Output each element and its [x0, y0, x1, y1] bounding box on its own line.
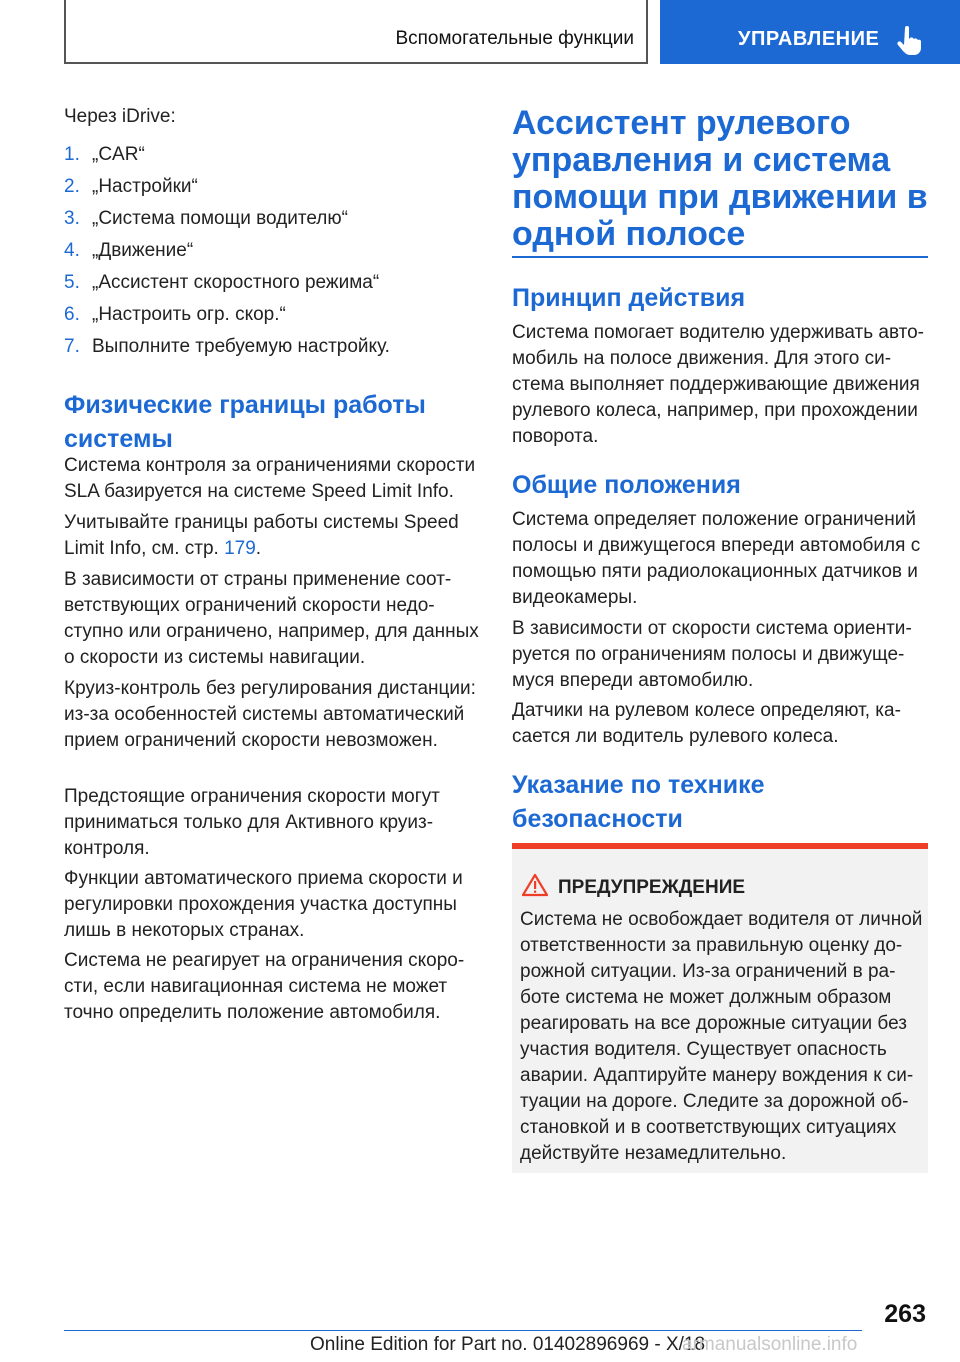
safety-heading [512, 768, 928, 836]
warning-box [512, 843, 928, 1173]
paragraph-general-3: Датчики на рулевом колесе определяют, касается ли водитель рулевого колеса. [512, 700, 901, 747]
step-number: 7. [64, 336, 80, 357]
paragraph-speed-limit-info [64, 510, 479, 562]
safety-heading-line2: безопасности [512, 805, 683, 833]
header-chapter-tab [660, 0, 960, 64]
page-title [512, 105, 928, 253]
paragraph-text: . [255, 538, 262, 559]
paragraph-country: В зависимости от страны применение соответствующих ограничений скорости недоступно или ограничено, например, для данных о скорости из системы навигации. [64, 569, 479, 668]
general-heading: Общие положения [512, 471, 741, 499]
steps-list [64, 142, 479, 366]
paragraph-general-1: Система определяет положение ограничений полосы и движущегося впереди автомобиля с помощью пяти радиолокационных датчиков и видеокамеры. [512, 509, 921, 608]
list-item [64, 174, 479, 206]
page-title-line2: управления и система [512, 141, 891, 179]
step-text: „Ассистент скоростного режима“ [92, 272, 380, 293]
step-number: 5. [64, 272, 80, 293]
page-title-line3: помощи при движении в [512, 178, 928, 216]
step-number: 2. [64, 176, 80, 197]
page-number: 263 [884, 1300, 926, 1328]
paragraph-general-2: В зависимости от скорости система ориентируется по ограничениям полосы и движущемуся впереди автомобилю. [512, 618, 912, 691]
paragraph-functions: Функции автоматического приема скорости и регулировки прохождения участка доступны лишь в некоторых странах. [64, 868, 463, 941]
step-text: „Движение“ [92, 240, 194, 261]
step-number: 4. [64, 240, 80, 261]
warning-text: Система не освобождает водителя от личной ответственности за правильную оценку дорожной ситуации. Из-за ограничений в работе система не может должным образом реагировать на все дорожные ситуации без участия водителя. Существует опасность аварии. Адаптируйте манеру вождения к ситуации на дороге. Следите за дорожной обстановкой и в соответствующих ситуациях действуйте незамедлительно. [520, 909, 923, 1164]
paragraph-text: Учитывайте границы работы системы Speed Limit Info, см. стр. [64, 512, 459, 559]
header-chapter-title: УПРАВЛЕНИЕ [738, 28, 880, 50]
paragraph-navigation: Система не реагирует на ограничения скорости, если навигационная система не может точно определить положение автомобиля. [64, 950, 465, 1023]
list-item [64, 238, 479, 270]
list-item [64, 334, 479, 366]
title-divider [512, 256, 928, 258]
footer-divider [64, 1330, 862, 1331]
step-text: Выполните требуемую настройку. [92, 336, 390, 357]
step-text: „Настройки“ [92, 176, 198, 197]
limits-heading-line2: системы [64, 425, 173, 453]
safety-heading-line1: Указание по технике [512, 771, 765, 799]
list-item [64, 302, 479, 334]
warning-triangle-icon [522, 873, 548, 897]
idrive-intro: Через iDrive: [64, 106, 176, 127]
step-number: 3. [64, 208, 80, 229]
step-text: „Система помощи водителю“ [92, 208, 348, 229]
paragraph-cruise-control: Круиз-контроль без регулирования дистанции: из-за особенностей системы автоматический прием ограничений скорости невозможен. [64, 678, 476, 751]
list-item [64, 142, 479, 174]
step-text: „Настроить огр. скор.“ [92, 304, 286, 325]
warning-title: ПРЕДУПРЕЖДЕНИЕ [558, 877, 746, 898]
paragraph-upcoming-limits: Предстоящие ограничения скорости могут приниматься только для Активного круиз-контроля. [64, 786, 440, 859]
paragraph-sla: Система контроля за ограничениями скорости SLA базируется на системе Speed Limit Info. [64, 455, 476, 502]
limits-heading-line1: Физические границы работы [64, 391, 426, 419]
paragraph-principle: Система помогает водителю удерживать автомобиль на полосе движения. Для этого система выполняет поддерживающие движения рулевого колеса, например, при прохождении поворота. [512, 322, 924, 447]
principle-heading: Принцип действия [512, 284, 746, 312]
hand-pointer-icon [896, 26, 922, 56]
edition-footer: Online Edition for Part no. 01402896969 - X/18 [310, 1334, 706, 1355]
step-number: 1. [64, 144, 80, 165]
list-item [64, 206, 479, 238]
step-number: 6. [64, 304, 80, 325]
watermark: armanualsonline.info [682, 1334, 858, 1355]
step-text: „CAR“ [92, 144, 145, 165]
list-item [64, 270, 479, 302]
page-title-line1: Ассистент рулевого [512, 104, 851, 142]
header-section-title: Вспомогательные функции [395, 28, 634, 49]
header-section-tab [64, 0, 648, 64]
page-reference-link[interactable]: 179 [224, 538, 256, 559]
page-title-line4: одной полосе [512, 215, 746, 253]
limits-heading [64, 388, 479, 456]
